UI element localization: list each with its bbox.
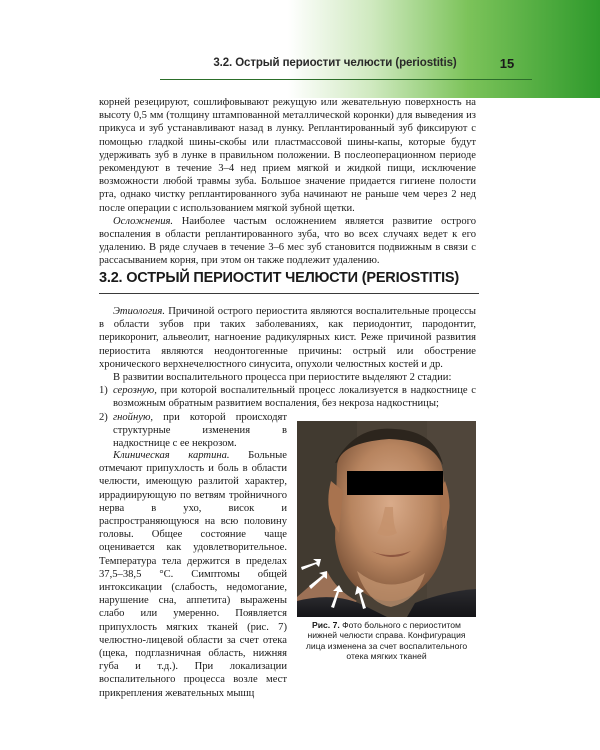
list-number: 1) [99,385,108,397]
paragraph: Этиология. Причиной острого периостита являются воспалительные процессы в области зубов при таких заболеваниях, как периодонтит, пародонтит, перикоронит, альвеолит, нагноение радикулярных кист. Реже причиной развития периостита являются неодонтогенные причины: острый или обострение хронического верхнечелюстного синусита, опухоли челюстных костей и др. [99,306,476,370]
run-in-label: Этиология. [113,306,165,317]
list-number: 2) [99,412,108,423]
run-in-label: Клиническая картина. [113,450,230,461]
patient-photo [297,421,476,617]
list-label: гнойную, [113,412,154,423]
run-in-label: Осложнения. [113,215,174,227]
list-item: 2) гнойную, при которой происходят структурные изменения в надкостнице с ее некрозом. [99,412,287,450]
list-item: 1) серозную, при которой воспалительный процесс локализуется в надкостнице с возможным обратным развитием воспаления, без некроза надкостницы; [99,385,476,410]
paragraph: Осложнения. Наиболее частым осложнением является развитие острого воспаления в области реплантированного зуба, что во всех случаях ведет к его удалению. В ряде случаев в течение 3–6 мес зуб становится подвижным в связи с рассасыванием корня, при этом он также подлежит удалению. [99,215,476,267]
paragraph: Клиническая картина. Больные отмечают припухлость и боль в области челюсти, имеющую разлитой характер, иррадиирующую по ветвям тройничного нерва в ухо, висок и распространяющуюся на всю половину головы. Общее состояние чаще оценивается как удовлетворительное. Температура тела держится в пределах 37,5–38,5 °С. Симптомы общей интоксикации (слабость, недомогание, нарушение сна, аппетита) выражены слабо или умеренно. Появляется припухлость мягких тканей (рис. 7) челюстно-лицевой области за счет отека (щека, подглазничная область, нижняя губа и т.д.). При локализации воспалительного процесса возле мест прикрепления жевательных мышц [99,450,287,699]
paragraph: В развитии воспалительного процесса при периостите выделяют 2 стадии: [113,372,452,384]
patient-photo-illustration [297,421,476,617]
running-header-title: 3.2. Острый периостит челюсти (periostitis) [213,57,457,69]
clinical-text-block [99,449,287,700]
section-rule [99,293,479,294]
etiology-text-block [99,305,476,411]
intro-text-block [99,96,476,268]
header-rule [160,79,532,80]
caption-label: Рис. 7. [312,620,340,630]
paragraph: корней резецируют, сошлифовывают режущую или жевательную поверхность на высоту 0,5 мм (толщину штампованной металлической коронки) для выведения из прикуса и зуб устанавливают назад в лунку. Реплантированный зуб фиксируют с помощью гладкой шины-скобы или пластмассовой шины-капы, которые будут удерживать зуб в лунке в правильном положении. В послеоперационном периоде рекомендуют в течение 3–4 нед прием мягкой и жидкой пищи, исключение возможности любой травмы зуба. Большое значение придается гигиене полости рта, однако чистку реплантированного зуба начинают не раньше чем через 2 нед после операции с использованием мягкой зубной щетки. [99,97,476,214]
list-label: серозную, [113,385,157,397]
section-heading: 3.2. ОСТРЫЙ ПЕРИОСТИТ ЧЕЛЮСТИ (PERIOSTITIS) [99,270,460,286]
page-number: 15 [499,56,515,71]
eye-censor-bar [347,471,443,495]
header-banner [0,0,600,98]
figure-caption: Рис. 7. Фото больного с периоститом нижней челюсти справа. Конфигурация лица изменена за счет воспалительного отека мягких тканей [305,620,468,662]
